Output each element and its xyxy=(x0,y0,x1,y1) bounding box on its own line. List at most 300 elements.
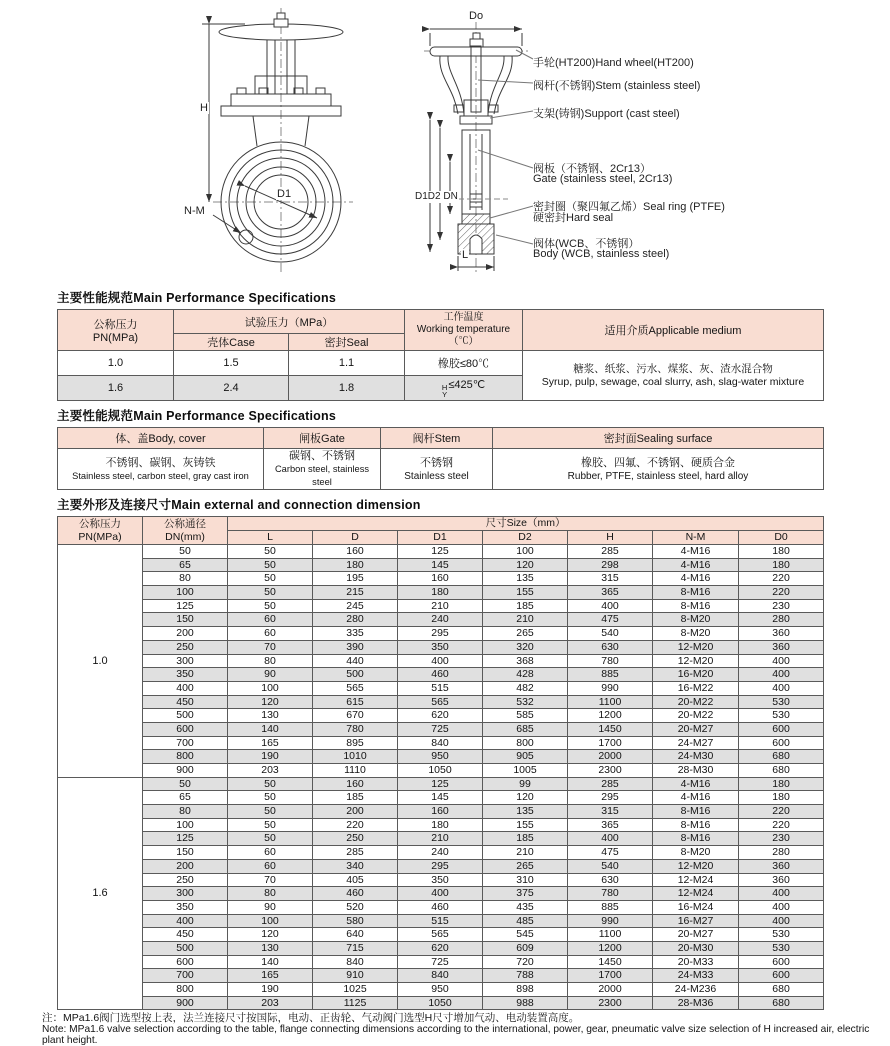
dimension-cell: 180 xyxy=(739,558,824,572)
dimension-cell: 50 xyxy=(228,805,313,819)
dimension-cell: 640 xyxy=(313,928,398,942)
dimension-table-row xyxy=(58,681,824,695)
dimension-cell: 565 xyxy=(398,928,483,942)
dimension-cell: 8-M20 xyxy=(653,613,739,627)
case-pressure-value: 1.5 xyxy=(174,351,289,376)
working-temp-value: 橡胶≤80℃ xyxy=(405,351,523,376)
dimension-cell: 60 xyxy=(228,859,313,873)
dimension-cell: 400 xyxy=(398,887,483,901)
col-header-L: L xyxy=(228,531,313,545)
dimension-cell: 315 xyxy=(568,572,653,586)
dimension-cell: 16-M22 xyxy=(653,681,739,695)
pn-header-en: PN(MPa) xyxy=(78,530,122,543)
dimension-cell: 12-M20 xyxy=(653,654,739,668)
dimension-cell: 4-M16 xyxy=(653,791,739,805)
dimension-cell: 20-M33 xyxy=(653,955,739,969)
dimension-cell: 160 xyxy=(398,805,483,819)
dimension-cell: 145 xyxy=(398,791,483,805)
dimension-cell: 800 xyxy=(143,750,228,764)
dimension-cell: 460 xyxy=(313,887,398,901)
dimension-cell: 210 xyxy=(483,846,568,860)
dimension-table-row xyxy=(58,983,824,997)
dim-label-D1: D1 xyxy=(277,188,292,200)
dimension-cell: 780 xyxy=(568,887,653,901)
dimension-cell: 50 xyxy=(228,832,313,846)
material-en: Stainless steel xyxy=(404,470,469,482)
dimension-cell: 310 xyxy=(483,873,568,887)
dimension-cell: 100 xyxy=(228,914,313,928)
dimension-cell: 12-M24 xyxy=(653,887,739,901)
dimension-cell: 950 xyxy=(398,983,483,997)
dimension-cell: 8-M20 xyxy=(653,846,739,860)
col-header-NM: N-M xyxy=(653,531,739,545)
dimension-cell: 150 xyxy=(143,613,228,627)
col-header-working-temp xyxy=(405,310,523,351)
dimension-cell: 540 xyxy=(568,627,653,641)
dimension-cell: 140 xyxy=(228,955,313,969)
dimension-cell: 475 xyxy=(568,846,653,860)
dimension-cell: 120 xyxy=(483,791,568,805)
dimension-cell: 20-M30 xyxy=(653,941,739,955)
dimension-cell: 400 xyxy=(568,599,653,613)
dimension-cell: 400 xyxy=(739,887,824,901)
dimension-cell: 800 xyxy=(483,736,568,750)
dimension-cell: 99 xyxy=(483,777,568,791)
hy-bottom: Y xyxy=(442,390,448,399)
dimension-table-row xyxy=(58,928,824,942)
dimension-cell: 230 xyxy=(739,832,824,846)
dimension-cell: 565 xyxy=(398,695,483,709)
dimension-cell: 4-M16 xyxy=(653,572,739,586)
dimension-cell: 545 xyxy=(483,928,568,942)
dimension-cell: 280 xyxy=(739,846,824,860)
dimension-cell: 120 xyxy=(483,558,568,572)
dimension-cell: 125 xyxy=(143,832,228,846)
col-header-pn xyxy=(58,517,143,545)
callout-hard-seal: 硬密封Hard seal xyxy=(533,212,614,224)
dimension-cell: 400 xyxy=(739,681,824,695)
dimension-cell: 165 xyxy=(228,969,313,983)
dim-label-D1D2DN: D1D2 DN xyxy=(415,191,458,202)
dimension-cell: 100 xyxy=(143,818,228,832)
dimension-cell: 1125 xyxy=(313,996,398,1010)
dimension-cell: 165 xyxy=(228,736,313,750)
dimension-table-row xyxy=(58,791,824,805)
dimension-cell: 485 xyxy=(483,914,568,928)
dimension-cell: 350 xyxy=(398,640,483,654)
col-header-pn xyxy=(58,310,174,351)
dimension-table-row xyxy=(58,695,824,709)
dimension-cell: 125 xyxy=(143,599,228,613)
dimension-cell: 400 xyxy=(739,654,824,668)
pn-group-label: 1.0 xyxy=(58,545,143,778)
material-spec-title: 主要性能规范Main Performance Specifications xyxy=(57,409,336,423)
footnotes xyxy=(42,1012,890,1046)
dimension-cell: 250 xyxy=(313,832,398,846)
dimension-cell: 80 xyxy=(143,805,228,819)
dimension-cell: 530 xyxy=(739,928,824,942)
dimension-cell: 400 xyxy=(739,914,824,928)
material-zh: 碳钢、不锈钢 xyxy=(289,450,355,462)
dimension-cell: 210 xyxy=(483,613,568,627)
temp-header-unit: （℃） xyxy=(448,336,479,347)
dimension-cell: 295 xyxy=(568,791,653,805)
dimension-cell: 405 xyxy=(313,873,398,887)
dimension-table-row xyxy=(58,777,824,791)
dimension-cell: 532 xyxy=(483,695,568,709)
dimension-table-row xyxy=(58,736,824,750)
dimension-cell: 12-M20 xyxy=(653,640,739,654)
dimension-cell: 125 xyxy=(398,777,483,791)
dimension-cell: 50 xyxy=(228,599,313,613)
col-header-gate: 闸板Gate xyxy=(264,428,381,449)
dimension-cell: 500 xyxy=(143,709,228,723)
valve-front-view-drawing xyxy=(95,6,425,281)
dimension-table-row xyxy=(58,627,824,641)
dimension-table-row xyxy=(58,545,824,559)
dimension-cell: 195 xyxy=(313,572,398,586)
dimension-table-row xyxy=(58,955,824,969)
dimension-cell: 240 xyxy=(398,613,483,627)
dimension-cell: 685 xyxy=(483,722,568,736)
dimension-cell: 515 xyxy=(398,914,483,928)
dimension-cell: 335 xyxy=(313,627,398,641)
dimension-cell: 280 xyxy=(739,613,824,627)
dimension-cell: 160 xyxy=(313,545,398,559)
dimension-table-row xyxy=(58,599,824,613)
dimension-cell: 630 xyxy=(568,873,653,887)
dimension-cell: 80 xyxy=(228,887,313,901)
dimension-cell: 210 xyxy=(398,832,483,846)
dimension-cell: 2300 xyxy=(568,764,653,778)
dimension-table-row xyxy=(58,805,824,819)
dimension-cell: 285 xyxy=(568,777,653,791)
dimension-cell: 360 xyxy=(739,640,824,654)
dimension-cell: 16-M24 xyxy=(653,900,739,914)
dimension-cell: 160 xyxy=(398,572,483,586)
valve-technical-drawings xyxy=(0,0,890,283)
dimension-cell: 50 xyxy=(143,545,228,559)
dimension-cell: 65 xyxy=(143,791,228,805)
dimension-cell: 203 xyxy=(228,764,313,778)
dimension-cell: 368 xyxy=(483,654,568,668)
dimension-cell: 680 xyxy=(739,983,824,997)
col-header-D1: D1 xyxy=(398,531,483,545)
dimension-cell: 315 xyxy=(568,805,653,819)
col-header-dn xyxy=(143,517,228,545)
applicable-medium-cell xyxy=(523,351,824,401)
dimension-cell: 245 xyxy=(313,599,398,613)
dn-header-zh: 公称通径 xyxy=(164,517,206,530)
dimension-cell: 700 xyxy=(143,736,228,750)
dimension-table-row xyxy=(58,722,824,736)
dimension-cell: 400 xyxy=(398,654,483,668)
col-header-case: 壳体Case xyxy=(174,334,289,351)
dimension-cell: 50 xyxy=(228,586,313,600)
dimension-cell: 220 xyxy=(739,805,824,819)
dimension-cell: 90 xyxy=(228,668,313,682)
material-zh: 橡胶、四氟、不锈钢、硬质合金 xyxy=(581,456,735,469)
col-header-size: 尺寸Size（mm） xyxy=(228,517,824,531)
dimension-cell: 400 xyxy=(739,668,824,682)
dimension-cell: 1050 xyxy=(398,764,483,778)
dimension-cell: 60 xyxy=(228,627,313,641)
dimension-cell: 295 xyxy=(398,627,483,641)
dimension-cell: 840 xyxy=(313,955,398,969)
dimension-cell: 500 xyxy=(143,941,228,955)
dimension-table-row xyxy=(58,640,824,654)
dimension-cell: 24-M33 xyxy=(653,969,739,983)
dimension-cell: 190 xyxy=(228,750,313,764)
dimension-cell: 350 xyxy=(143,900,228,914)
dimension-cell: 120 xyxy=(228,695,313,709)
dimension-cell: 1025 xyxy=(313,983,398,997)
dimension-cell: 220 xyxy=(739,818,824,832)
dimension-cell: 60 xyxy=(228,846,313,860)
dimension-cell: 8-M16 xyxy=(653,586,739,600)
col-header-D: D xyxy=(313,531,398,545)
col-header-seal: 密封Seal xyxy=(289,334,405,351)
dim-label-Do: Do xyxy=(469,10,484,22)
dimension-cell: 70 xyxy=(228,873,313,887)
dimension-cell: 600 xyxy=(739,969,824,983)
dimension-cell: 780 xyxy=(313,722,398,736)
dimension-cell: 130 xyxy=(228,941,313,955)
dimension-table-row xyxy=(58,586,824,600)
dimension-cell: 135 xyxy=(483,572,568,586)
dimension-cell: 180 xyxy=(739,777,824,791)
dimension-cell: 16-M20 xyxy=(653,668,739,682)
dimension-cell: 285 xyxy=(568,545,653,559)
dimension-cell: 725 xyxy=(398,722,483,736)
body-cover-material xyxy=(58,449,264,490)
dimension-cell: 250 xyxy=(143,640,228,654)
dimension-cell: 280 xyxy=(313,613,398,627)
dimension-cell: 185 xyxy=(313,791,398,805)
dimension-cell: 2000 xyxy=(568,750,653,764)
dimension-cell: 950 xyxy=(398,750,483,764)
dimension-cell: 20-M22 xyxy=(653,695,739,709)
dimension-table-row xyxy=(58,859,824,873)
dimension-cell: 24-M30 xyxy=(653,750,739,764)
dimension-cell: 1200 xyxy=(568,941,653,955)
dimension-table-row xyxy=(58,941,824,955)
dimension-cell: 580 xyxy=(313,914,398,928)
pn-header-zh: 公称压力 xyxy=(93,319,138,331)
dimension-cell: 460 xyxy=(398,900,483,914)
dimension-cell: 155 xyxy=(483,818,568,832)
perf-spec-title: 主要性能规范Main Performance Specifications xyxy=(57,291,336,305)
dimension-cell: 60 xyxy=(228,613,313,627)
dimension-cell: 200 xyxy=(313,805,398,819)
pn-group-label: 1.6 xyxy=(58,777,143,1010)
callout-gate-zh: 阀板（不锈钢、2Cr13） xyxy=(533,163,651,175)
dimension-cell: 400 xyxy=(143,914,228,928)
dimension-cell: 220 xyxy=(313,818,398,832)
dimension-cell: 220 xyxy=(739,572,824,586)
dimension-cell: 180 xyxy=(313,558,398,572)
dimension-cell: 540 xyxy=(568,859,653,873)
dimension-cell: 295 xyxy=(398,859,483,873)
dimension-cell: 65 xyxy=(143,558,228,572)
dimension-cell: 400 xyxy=(568,832,653,846)
dimension-cell: 203 xyxy=(228,996,313,1010)
dimension-cell: 990 xyxy=(568,681,653,695)
dimension-cell: 240 xyxy=(398,846,483,860)
dimension-cell: 885 xyxy=(568,900,653,914)
dimension-cell: 100 xyxy=(228,681,313,695)
dimension-cell: 130 xyxy=(228,709,313,723)
dimension-cell: 460 xyxy=(398,668,483,682)
callout-gate-en: Gate (stainless steel, 2Cr13) xyxy=(533,173,673,185)
dimension-cell: 482 xyxy=(483,681,568,695)
temp-text: ≤425℃ xyxy=(448,379,486,391)
callout-hand-wheel: 手轮(HT200)Hand wheel(HT200) xyxy=(533,57,694,69)
case-pressure-value: 2.4 xyxy=(174,376,289,401)
hy-top: H xyxy=(441,383,448,392)
dimension-cell: 200 xyxy=(143,627,228,641)
dimension-cell: 400 xyxy=(739,900,824,914)
dimension-table-row xyxy=(58,709,824,723)
dimension-cell: 585 xyxy=(483,709,568,723)
dimension-cell: 100 xyxy=(483,545,568,559)
col-header-body-cover: 体、盖Body, cover xyxy=(58,428,264,449)
dimension-cell: 180 xyxy=(398,818,483,832)
material-zh: 不锈钢、碳钢、灰铸铁 xyxy=(105,456,216,469)
dimension-cell: 8-M16 xyxy=(653,599,739,613)
dimension-cell: 300 xyxy=(143,654,228,668)
dimension-cell: 1050 xyxy=(398,996,483,1010)
dimension-cell: 50 xyxy=(228,558,313,572)
stem-material xyxy=(381,449,493,490)
dimension-cell: 50 xyxy=(143,777,228,791)
dimension-table-row xyxy=(58,832,824,846)
material-en: Carbon steel, stainless steel xyxy=(274,464,370,487)
callout-seal-ring: 密封圈（聚四氟乙烯）Seal ring (PTFE) xyxy=(533,201,725,213)
dimension-cell: 365 xyxy=(568,818,653,832)
col-header-medium: 适用介质Applicable medium xyxy=(523,310,824,351)
dimension-cell: 215 xyxy=(313,586,398,600)
dimension-cell: 298 xyxy=(568,558,653,572)
perf-row-pn10 xyxy=(58,351,824,376)
dimension-cell: 1100 xyxy=(568,695,653,709)
temp-header-zh: 工作温度 xyxy=(443,312,484,323)
dim-label-NM: N-M xyxy=(184,205,205,217)
dimension-cell: 680 xyxy=(739,996,824,1010)
dimension-cell: 140 xyxy=(228,722,313,736)
material-zh: 不锈钢 xyxy=(420,456,453,469)
callout-body-en: Body (WCB, stainless steel) xyxy=(533,248,670,260)
dimension-cell: 609 xyxy=(483,941,568,955)
medium-zh: 糖浆、纸浆、污水、煤浆、灰、渣水混合物 xyxy=(573,362,773,375)
col-header-test-pressure: 试验压力（MPa） xyxy=(174,310,405,334)
dimension-cell: 530 xyxy=(739,709,824,723)
dimension-table-row xyxy=(58,914,824,928)
dimension-cell: 28-M36 xyxy=(653,996,739,1010)
seal-pressure-value: 1.8 xyxy=(289,376,405,401)
note-en: Note: MPa1.6 valve selection according to the table, flange connecting dimensions according to the international, power, gear, pneumatic valve size selection of H increased air, electric plant height. xyxy=(42,1024,870,1046)
dimension-cell: 24-M27 xyxy=(653,736,739,750)
dimension-cell: 1700 xyxy=(568,736,653,750)
dimension-cell: 1450 xyxy=(568,955,653,969)
gate-material xyxy=(264,449,381,490)
working-temp-value xyxy=(405,376,523,401)
dimension-cell: 155 xyxy=(483,586,568,600)
dimension-table-row xyxy=(58,668,824,682)
dimension-cell: 365 xyxy=(568,586,653,600)
dimension-cell: 20-M27 xyxy=(653,928,739,942)
dimension-cell: 180 xyxy=(739,791,824,805)
dimension-cell: 8-M16 xyxy=(653,832,739,846)
dimension-table-row xyxy=(58,900,824,914)
dimension-cell: 20-M22 xyxy=(653,709,739,723)
dimension-cell: 150 xyxy=(143,846,228,860)
dimension-cell: 8-M20 xyxy=(653,627,739,641)
dimension-cell: 670 xyxy=(313,709,398,723)
dimension-cell: 360 xyxy=(739,873,824,887)
dimension-cell: 450 xyxy=(143,695,228,709)
dimension-cell: 12-M20 xyxy=(653,859,739,873)
dimension-cell: 520 xyxy=(313,900,398,914)
dimension-table xyxy=(57,516,824,1010)
dimension-cell: 435 xyxy=(483,900,568,914)
callout-support: 支架(铸钢)Support (cast steel) xyxy=(533,108,680,120)
dimension-cell: 135 xyxy=(483,805,568,819)
dimension-cell: 400 xyxy=(143,681,228,695)
dimension-cell: 2000 xyxy=(568,983,653,997)
pn-header-zh: 公称压力 xyxy=(79,517,121,530)
dimension-cell: 360 xyxy=(739,859,824,873)
dimension-table-row xyxy=(58,654,824,668)
dimension-table-row xyxy=(58,996,824,1010)
dimension-cell: 800 xyxy=(143,983,228,997)
dimension-cell: 630 xyxy=(568,640,653,654)
dimension-cell: 350 xyxy=(398,873,483,887)
performance-spec-table xyxy=(57,309,824,401)
dimension-cell: 900 xyxy=(143,996,228,1010)
dimension-cell: 700 xyxy=(143,969,228,983)
dimension-cell: 50 xyxy=(228,545,313,559)
temp-header-en: Working temperature xyxy=(416,324,511,335)
dimension-table-title: 主要外形及连接尺寸Main external and connection dimension xyxy=(57,498,421,512)
col-header-H: H xyxy=(568,531,653,545)
dimension-cell: 725 xyxy=(398,955,483,969)
dimension-cell: 840 xyxy=(398,969,483,983)
dimension-cell: 600 xyxy=(143,955,228,969)
col-header-D0: D0 xyxy=(739,531,824,545)
dimension-cell: 1005 xyxy=(483,764,568,778)
dimension-cell: 50 xyxy=(228,777,313,791)
dimension-cell: 265 xyxy=(483,859,568,873)
dimension-table-row xyxy=(58,818,824,832)
dimension-table-row xyxy=(58,887,824,901)
dimension-table-row xyxy=(58,873,824,887)
dimension-cell: 80 xyxy=(228,654,313,668)
dimension-cell: 340 xyxy=(313,859,398,873)
dimension-cell: 390 xyxy=(313,640,398,654)
dimension-cell: 8-M16 xyxy=(653,818,739,832)
dimension-cell: 8-M16 xyxy=(653,805,739,819)
dimension-cell: 160 xyxy=(313,777,398,791)
dimension-cell: 70 xyxy=(228,640,313,654)
dimension-cell: 900 xyxy=(143,764,228,778)
dimension-cell: 230 xyxy=(739,599,824,613)
dimension-cell: 615 xyxy=(313,695,398,709)
dimension-cell: 600 xyxy=(739,955,824,969)
dimension-cell: 210 xyxy=(398,599,483,613)
dimension-cell: 4-M16 xyxy=(653,777,739,791)
dimension-cell: 125 xyxy=(398,545,483,559)
